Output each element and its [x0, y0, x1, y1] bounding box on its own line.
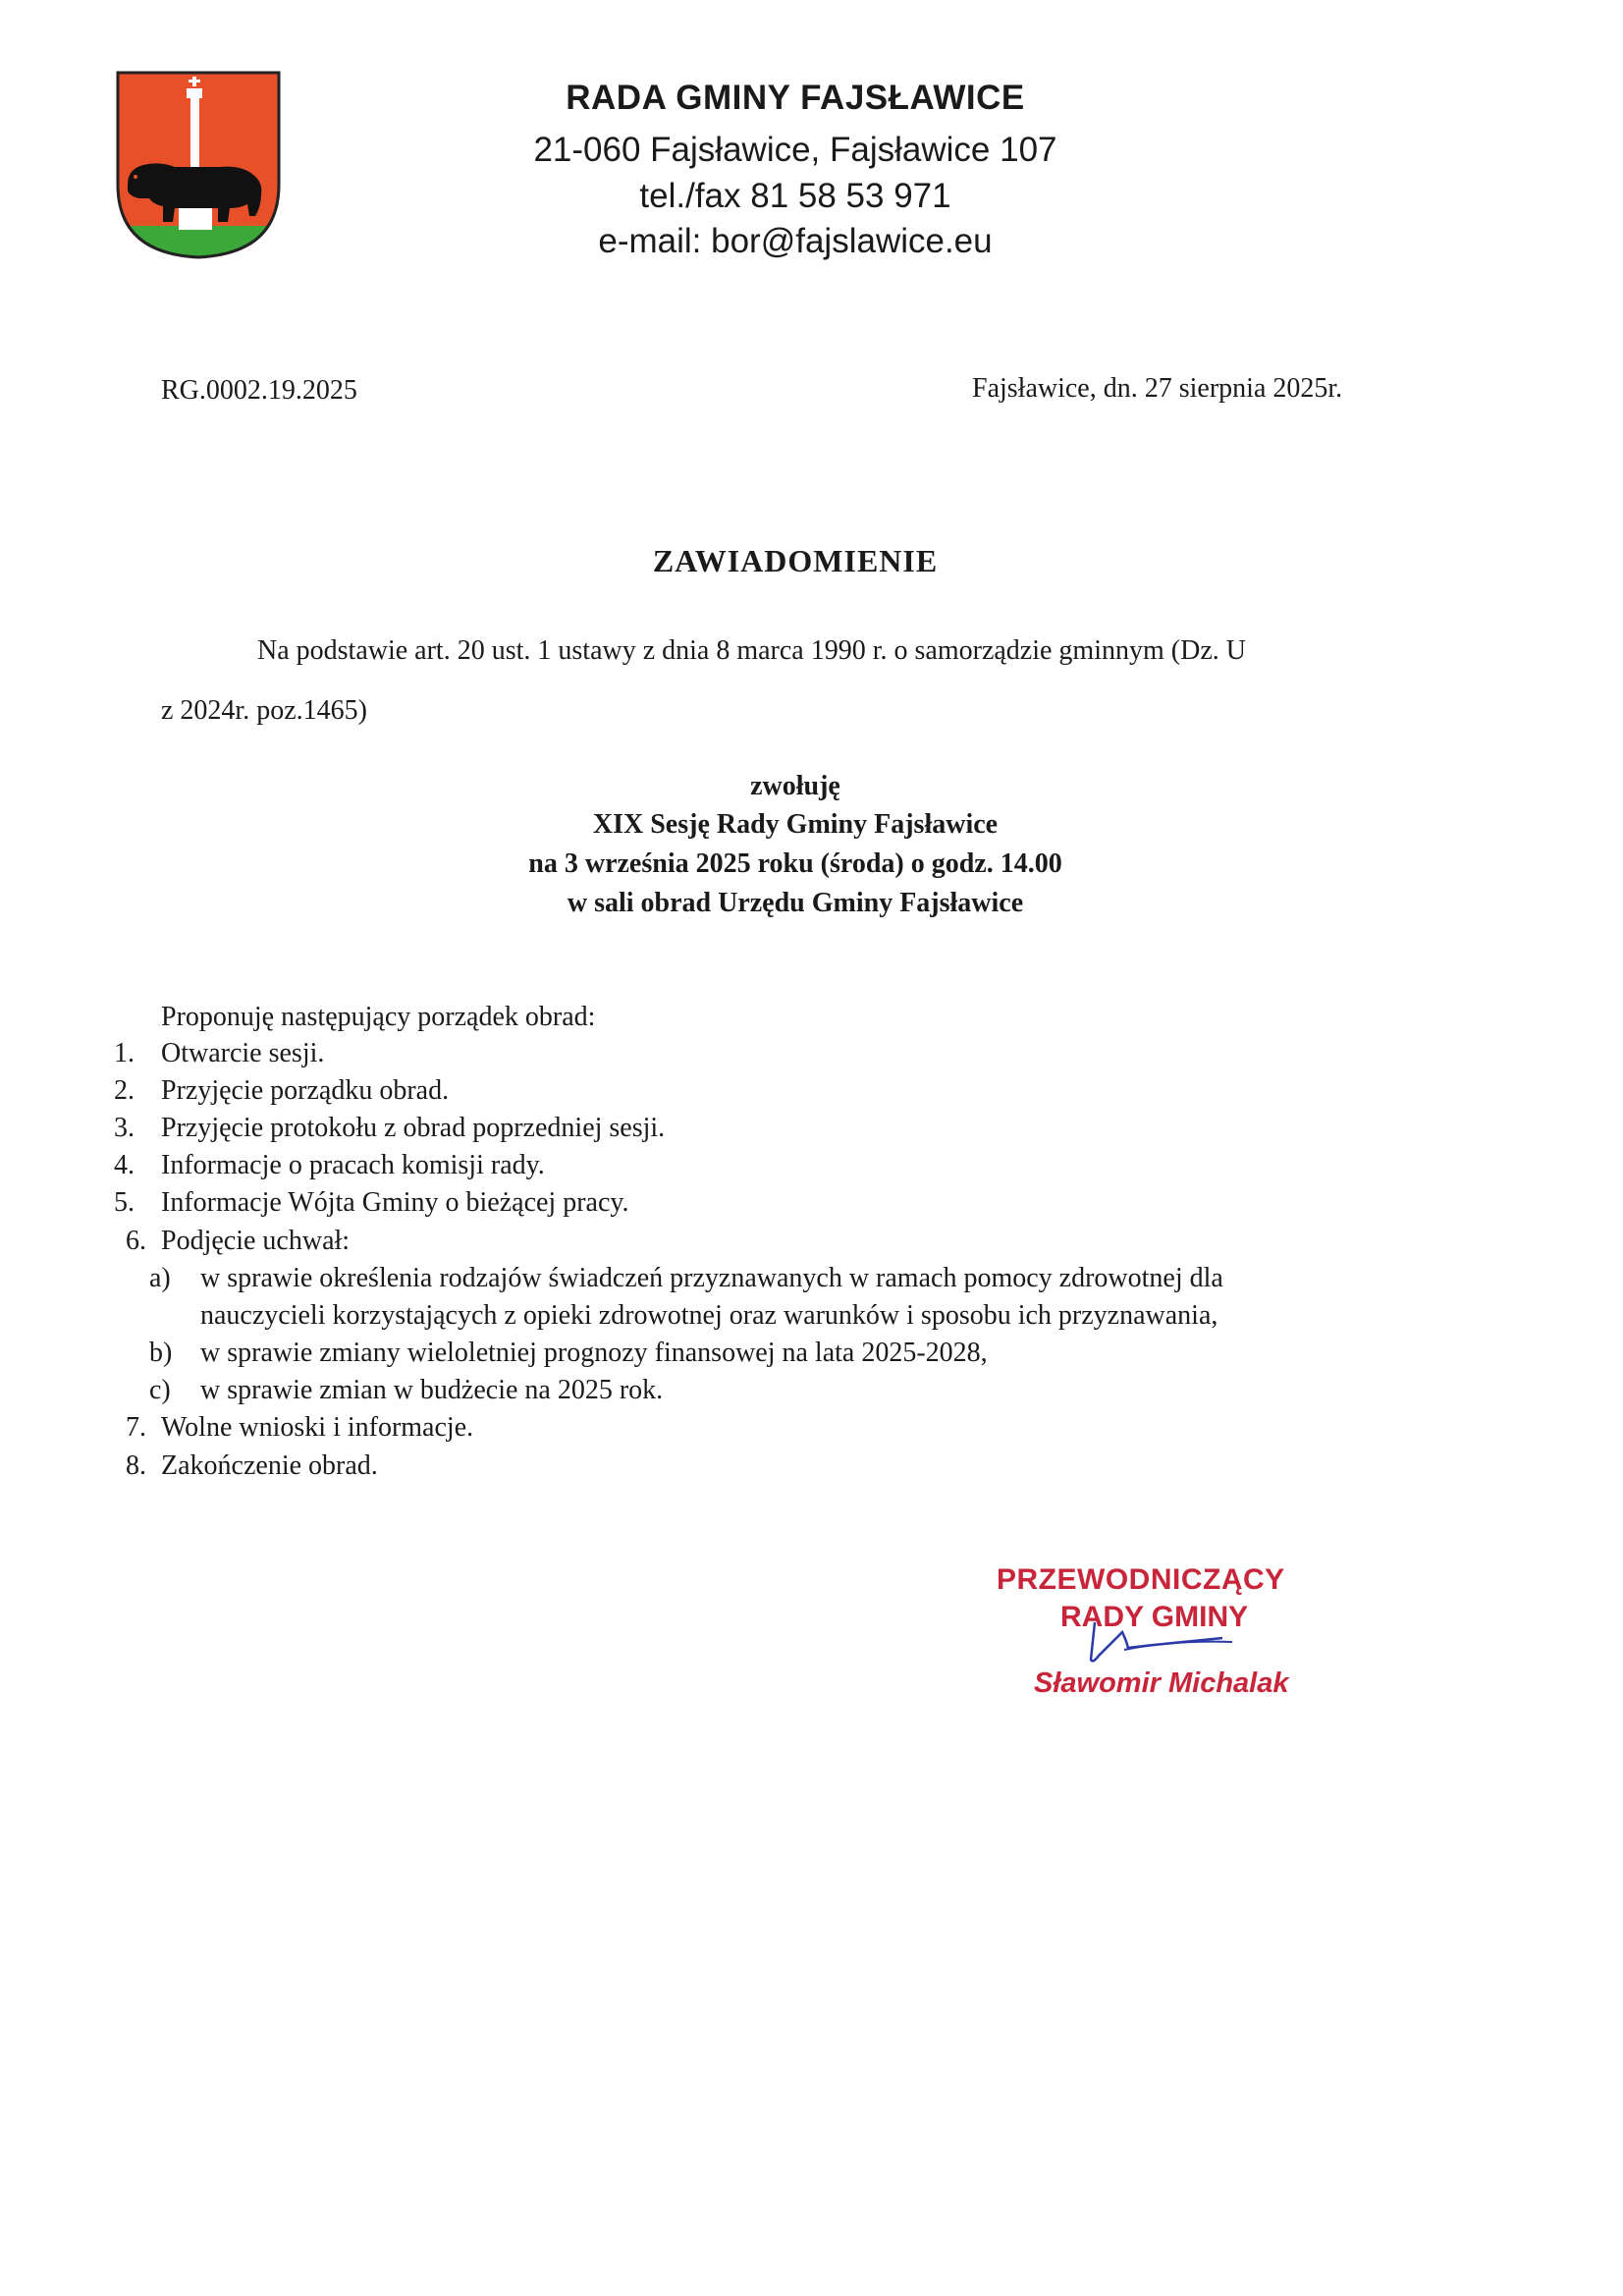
council-email: e-mail: bor@fajslawice.eu	[598, 222, 993, 260]
agenda-item-number: 6.	[126, 1226, 146, 1256]
agenda-subitem-letter: a)	[149, 1263, 171, 1293]
session-name: XIX Sesję Rady Gminy Fajsławice	[592, 809, 999, 840]
preamble-line-2: z 2024r. poz.1465)	[161, 695, 367, 726]
agenda-item-text: Informacje Wójta Gminy o bieżącej pracy.	[161, 1187, 629, 1218]
agenda-item-number: 4.	[114, 1150, 135, 1180]
coat-of-arms-icon	[114, 69, 283, 261]
agenda-subitem-text: w sprawie zmiany wieloletniej prognozy finansowej na lata 2025-2028,	[200, 1338, 988, 1368]
council-phone: tel./fax 81 58 53 971	[639, 177, 951, 215]
agenda-item-text: Podjęcie uchwał:	[161, 1226, 351, 1256]
session-location: w sali obrad Urzędu Gminy Fajsławice	[567, 888, 1024, 918]
council-name: RADA GMINY FAJSŁAWICE	[566, 79, 1025, 117]
agenda-subitem-text: w sprawie zmian w budżecie na 2025 rok.	[200, 1375, 664, 1405]
agenda-intro: Proponuję następujący porządek obrad:	[161, 1002, 596, 1032]
convocation-verb: zwołuję	[750, 771, 840, 801]
agenda-item-number: 7.	[126, 1412, 146, 1443]
signature-icon	[1065, 1616, 1252, 1675]
preamble-line-1: Na podstawie art. 20 ust. 1 ustawy z dnia 8 marca 1990 r. o samorządzie gminnym (Dz. U	[257, 635, 1246, 666]
agenda-item-text: Przyjęcie protokołu z obrad poprzedniej sesji.	[161, 1113, 666, 1143]
stamp-chairman-name: Sławomir Michalak	[1034, 1667, 1289, 1699]
agenda-item-number: 2.	[114, 1075, 135, 1106]
agenda-item-number: 8.	[126, 1450, 146, 1481]
agenda-subitem-continuation: nauczycieli korzystających z opieki zdrowotnej oraz warunków i sposobu ich przyznawania,	[200, 1300, 1218, 1331]
agenda-item-text: Otwarcie sesji.	[161, 1038, 325, 1068]
session-date-time: na 3 września 2025 roku (środa) o godz. 14.00	[528, 848, 1062, 879]
agenda-item-text: Zakończenie obrad.	[161, 1450, 378, 1481]
agenda-subitem-letter: b)	[149, 1338, 173, 1368]
stamp-title: PRZEWODNICZĄCY	[997, 1563, 1285, 1596]
agenda-item-number: 3.	[114, 1113, 135, 1143]
place-and-date: Fajsławice, dn. 27 sierpnia 2025r.	[972, 373, 1343, 404]
reference-number: RG.0002.19.2025	[161, 375, 357, 406]
agenda-item-number: 1.	[114, 1038, 135, 1068]
agenda-item-text: Przyjęcie porządku obrad.	[161, 1075, 450, 1106]
council-address: 21-060 Fajsławice, Fajsławice 107	[533, 131, 1057, 169]
chairman-stamp	[967, 1559, 1340, 1717]
stamp-council: RADY GMINY	[1060, 1601, 1249, 1633]
agenda-item-number: 5.	[114, 1187, 135, 1218]
agenda-item-text: Informacje o pracach komisji rady.	[161, 1150, 545, 1180]
document-title: ZAWIADOMIENIE	[652, 543, 939, 578]
agenda-subitem-letter: c)	[149, 1375, 171, 1405]
agenda-subitem-text: w sprawie określenia rodzajów świadczeń przyznawanych w ramach pomocy zdrowotnej dla	[200, 1263, 1223, 1293]
agenda-item-text: Wolne wnioski i informacje.	[161, 1412, 474, 1443]
